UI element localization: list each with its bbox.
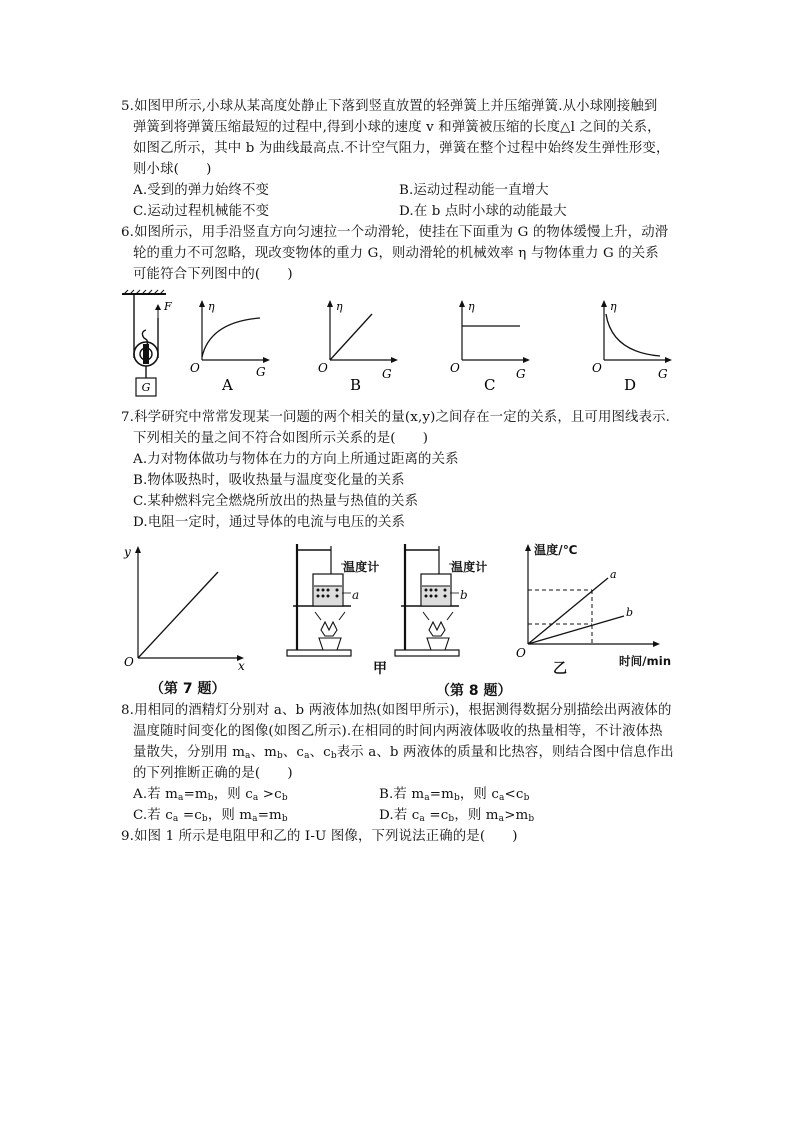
- q7-option-c: C.某种燃料完全燃烧所放出的热量与热值的关系: [133, 494, 419, 509]
- q5-line-1: 5.如图甲所示,小球从某高度处静止下落到竖直放置的轻弹簧上并压缩弹簧.从小球刚接触到: [121, 99, 658, 114]
- figure-yi-label: 乙: [553, 661, 568, 677]
- q7-y-label: y: [124, 545, 131, 559]
- graph-d-letter: D: [624, 376, 637, 394]
- q7-line-2: 下列相关的量之间不符合如图所示关系的是( ): [133, 431, 429, 446]
- graph-b-x-label: G: [382, 367, 392, 381]
- pulley-force-label: F: [164, 300, 172, 313]
- q6-line-2: 轮的重力不可忽略，现改变物体的重力 G，则动滑轮的机械效率 η 与物体重力 G 的关系: [133, 246, 659, 261]
- q5-line-3: 如图乙所示，其中 b 为曲线最高点.不计空气阻力，弹簧在整个过程中始终发生弹性形变，: [133, 141, 670, 156]
- q6-graph-a: [188, 300, 278, 395]
- figure-jia-label: 甲: [373, 661, 388, 677]
- q8-line-4: 的下列推断正确的是( ): [133, 766, 293, 781]
- q8-option-b: B.若 $m_a=m_b$，则 $c_a<c_b$: [379, 787, 530, 803]
- q9-line-1: 9.如图 1 所示是电阻甲和乙的 I-U 图像，下列说法正确的是( ): [121, 829, 518, 844]
- graph-c-x-label: G: [516, 367, 526, 381]
- caption-q8: （第 8 题）: [436, 683, 512, 699]
- q8-option-c: C.若 $c_a =c_b$，则 $m_a=m_b$: [133, 808, 288, 824]
- q6-graph-d: [590, 300, 680, 395]
- q5-option-d: D.在 b 点时小球的动能最大: [399, 204, 567, 219]
- graph-c-y-label: η: [468, 300, 475, 313]
- graph-b-origin: O: [318, 361, 328, 375]
- graph-a-origin: O: [190, 361, 200, 375]
- q7-origin: O: [124, 655, 134, 669]
- q6-graph-c: [448, 300, 538, 395]
- q7-option-d: D.电阻一定时，通过导体的电流与电压的关系: [133, 515, 406, 530]
- graph-d-x-label: G: [658, 367, 668, 381]
- caption-q7: （第 7 题）: [150, 681, 226, 697]
- q5-line-2: 弹簧到将弹簧压缩最短的过程中,得到小球的速度 v 和弹簧被压缩的长度△l 之间的关系，: [133, 120, 661, 135]
- q5-line-4: 则小球( ): [133, 162, 212, 177]
- thermometer-label-a: 温度计: [343, 560, 380, 574]
- q8-option-a: A.若 $m_a=m_b$，则 $c_a >c_b$: [133, 787, 288, 803]
- q7-option-b: B.物体吸热时，吸收热量与温度变化量的关系: [133, 473, 405, 488]
- q7-graph: [120, 540, 255, 675]
- graph-line-b-label: b: [626, 606, 634, 619]
- liquid-label-a: a: [352, 588, 360, 602]
- q6-graph-b: [316, 300, 406, 395]
- graph-a-letter: A: [222, 376, 233, 394]
- graph-c-letter: C: [484, 376, 496, 394]
- q7-line-1: 7.科学研究中常常发现某一问题的两个相关的量(x,y)之间存在一定的关系，且可用图线表示.: [121, 410, 671, 425]
- q5-option-a: A.受到的弹力始终不变: [133, 183, 270, 198]
- q6-line-3: 可能符合下列图中的( ): [133, 267, 293, 282]
- q5-option-c: C.运动过程机械能不变: [133, 204, 270, 219]
- temp-axis-label: 温度/℃: [534, 543, 578, 557]
- pulley-figure: [118, 290, 178, 400]
- line-b: [528, 616, 624, 644]
- q8-line-1: 8.用相同的酒精灯分别对 a、b 两液体加热(如图甲所示)，根据测得数据分别描绘出两液体的: [121, 703, 672, 718]
- graph-b-y-label: η: [336, 300, 343, 313]
- pulley-weight-label: G: [141, 381, 151, 394]
- q6-line-1: 6.如图所示，用手沿竖直方向匀速拉一个动滑轮，使挂在下面重为 G 的物体缓慢上升，动滑: [121, 225, 669, 240]
- q7-option-a: A.力对物体做功与物体在力的方向上所通过距离的关系: [133, 452, 459, 467]
- q5-option-b: B.运动过程动能一直增大: [399, 183, 549, 198]
- time-axis-label: 时间/min: [619, 654, 672, 668]
- graph-a-x-label: G: [256, 365, 266, 379]
- graph-a-y-label: η: [208, 300, 215, 313]
- q8-line-3: 量散失，分别用 $m_a$、$m_b$、$c_a$、$c_b$表示 a、b 两液体的质量和比热容，则结合图中信息作出: [133, 745, 674, 761]
- graph-d-y-label: η: [610, 300, 617, 313]
- graph-d-origin: O: [592, 361, 602, 375]
- liquid-label-b: b: [460, 588, 468, 602]
- graph-line-a-label: a: [610, 568, 617, 581]
- graph-origin: O: [516, 646, 526, 660]
- graph-c-origin: O: [450, 361, 460, 375]
- q7-x-label: x: [238, 659, 245, 673]
- thermometer-label-b: 温度计: [451, 560, 488, 574]
- line-a: [528, 578, 608, 644]
- q8-line-2: 温度随时间变化的图像(如图乙所示).在相同的时间内两液体吸收的热量相等，不计液体热: [133, 724, 663, 739]
- graph-b-letter: B: [350, 376, 362, 394]
- q8-option-d: D.若 $c_a =c_b$，则 $m_a>m_b$: [379, 808, 535, 824]
